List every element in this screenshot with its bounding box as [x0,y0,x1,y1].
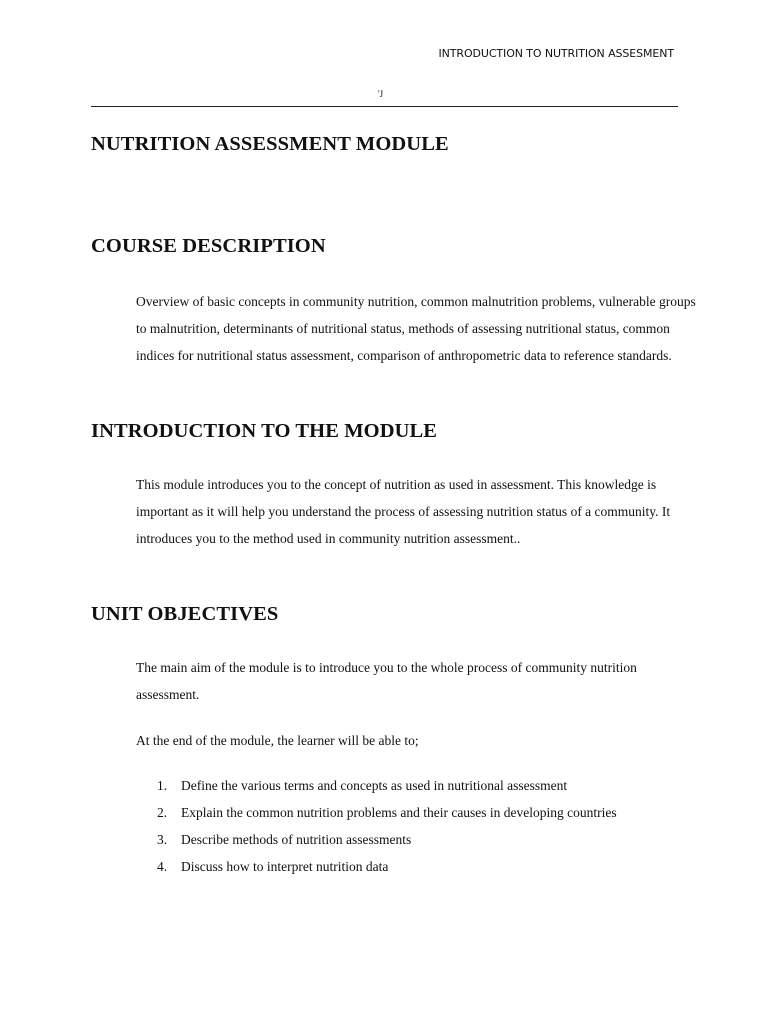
heading-course-description: COURSE DESCRIPTION [91,235,326,257]
header-mark: 'J [378,89,384,99]
heading-introduction: INTRODUCTION TO THE MODULE [91,420,438,442]
list-item-text: Explain the common nutrition problems and their causes in developing countries [181,805,617,820]
list-item [136,799,617,826]
list-number: 1. [157,778,168,793]
list-item [136,772,617,799]
objectives-list [136,772,617,880]
header-rule [91,106,678,107]
introduction-paragraph: This module introduces you to the concept of nutrition as used in assessment. This knowledge is important as it will help you understand the process of assessing nutrition status of a community. It introduces you to the method used in community nutrition assessment.. [136,477,671,546]
list-item [136,826,617,853]
list-item-text: Define the various terms and concepts as used in nutritional assessment [181,778,568,793]
running-header: INTRODUCTION TO NUTRITION ASSESMENT [438,47,674,60]
list-number: 4. [157,859,168,874]
heading-unit-objectives: UNIT OBJECTIVES [91,603,279,625]
unit-aim-paragraph: The main aim of the module is to introduce you to the whole process of community nutrition assessment. [136,660,637,702]
objectives-lead-paragraph: At the end of the module, the learner will be able to; [136,733,419,748]
document-title: NUTRITION ASSESSMENT MODULE [91,133,449,155]
course-description-paragraph: Overview of basic concepts in community nutrition, common malnutrition problems, vulnerable groups to malnutrition, determinants of nutritional status, methods of assessing nutritional status, common indices for nutritional status assessment, comparison of anthropometric data to reference standards. [136,294,696,363]
list-number: 3. [157,832,168,847]
list-number: 2. [157,805,168,820]
list-item-text: Discuss how to interpret nutrition data [181,859,389,874]
list-item [136,853,617,880]
list-item-text: Describe methods of nutrition assessments [181,832,412,847]
